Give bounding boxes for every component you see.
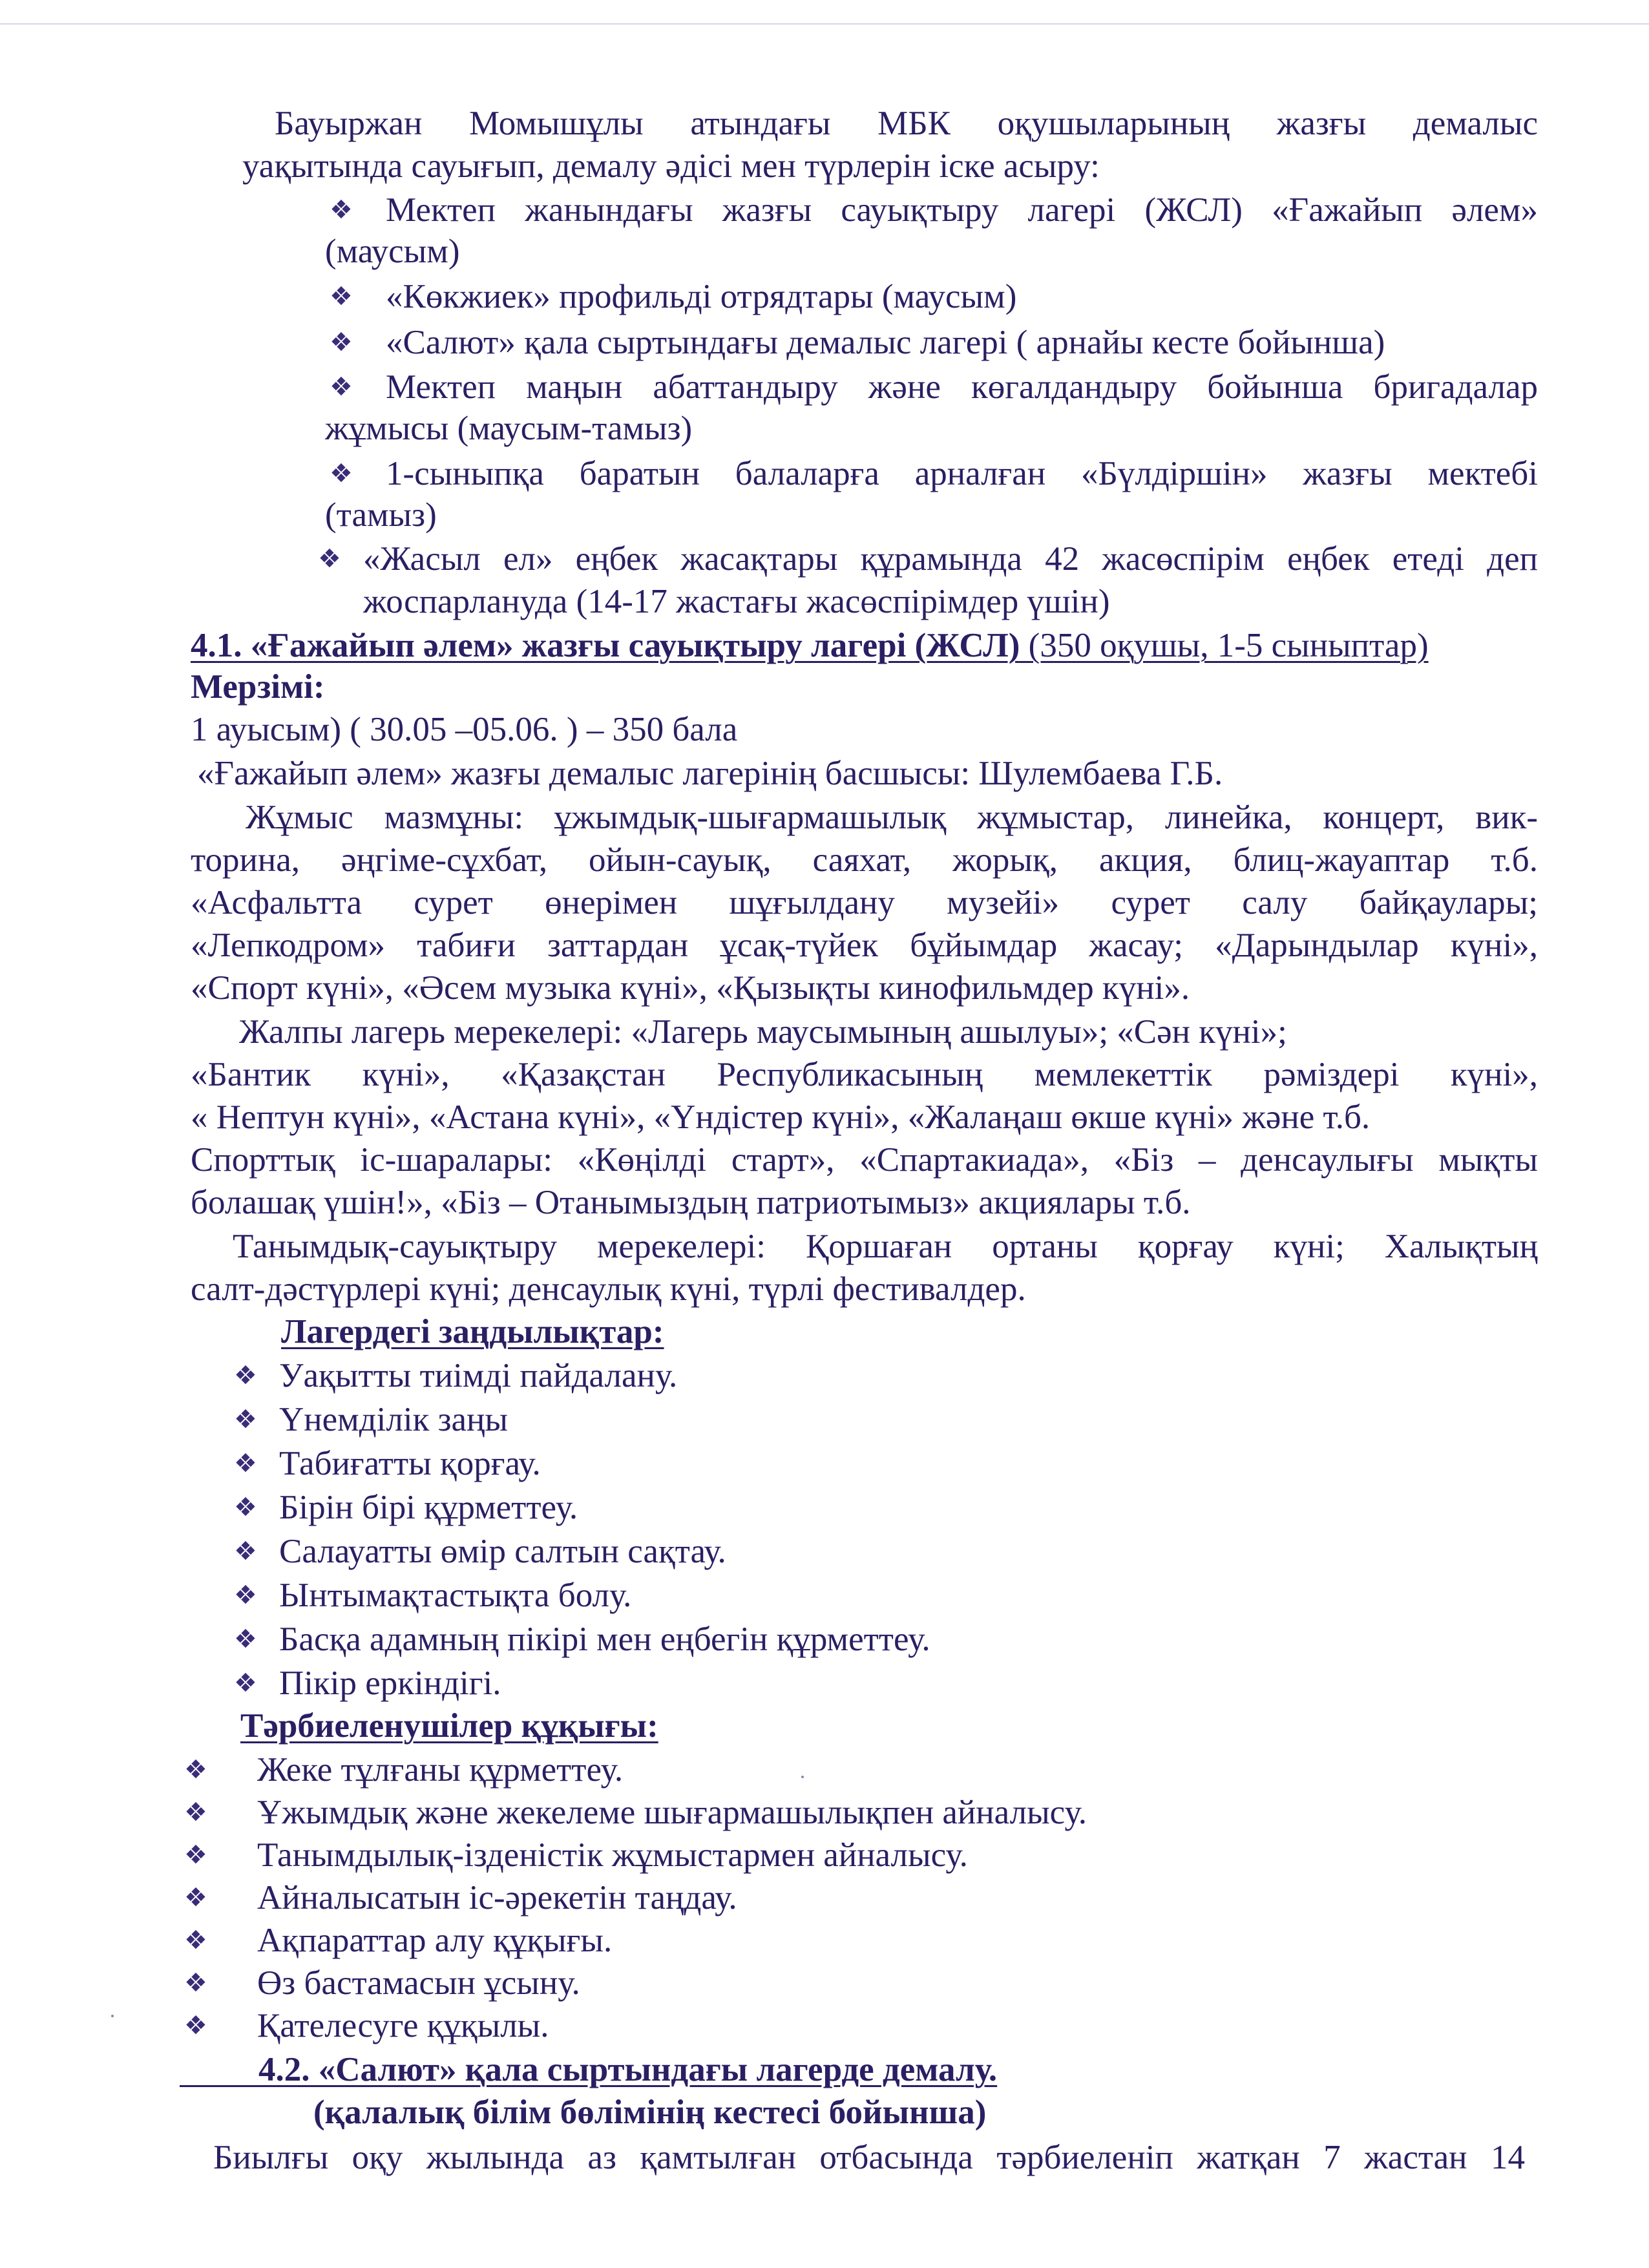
- section-4-2-heading: 4.2. «Салют» қала сыртындағы лагерде демалу.: [258, 2051, 998, 2088]
- scan-speck: [801, 1776, 804, 1778]
- diamond-bullet-icon: ❖: [234, 1537, 257, 1566]
- holidays-line-2: «Бантик күні», «Қазақстан Республикасының мемлекеттік рәміздері күні»,: [191, 1056, 1538, 1093]
- summer-item-6-line-2: жоспарлануда (14-17 жастағы жасөспірімдер үшін): [363, 583, 1110, 620]
- content-line-4: «Лепкодром» табиғи заттардан ұсақ-түйек бұйымдар жасау; «Дарындылар күні»,: [191, 927, 1538, 964]
- diamond-bullet-icon: ❖: [234, 1493, 257, 1522]
- diamond-bullet-icon: ❖: [330, 282, 353, 311]
- right-item: Қателесуге құқылы.: [257, 2007, 549, 2044]
- term-label: Мерзімі:: [191, 668, 325, 706]
- summer-item-1-line-2: (маусым): [325, 233, 460, 270]
- content-line-5: «Спорт күні», «Әсем музыка күні», «Қызықты кинофильмдер күні».: [191, 969, 1190, 1007]
- law-item: Пікір еркіндігі.: [279, 1664, 501, 1702]
- diamond-bullet-icon: ❖: [184, 1968, 207, 1998]
- rights-title: Тәрбиеленушілер құқығы:: [240, 1707, 658, 1745]
- diamond-bullet-icon: ❖: [184, 1883, 207, 1913]
- diamond-bullet-icon: ❖: [184, 1798, 207, 1827]
- law-item: Үнемділік заңы: [279, 1401, 508, 1438]
- content-line-1: Жұмыс мазмұны: ұжымдық-шығармашылық жұмыстар, линейка, концерт, вик-: [246, 799, 1538, 836]
- right-item: Жеке тұлғаны құрметтеу.: [257, 1751, 624, 1789]
- diamond-bullet-icon: ❖: [318, 544, 341, 574]
- law-item: Бірін бірі құрметтеу.: [279, 1489, 578, 1526]
- diamond-bullet-icon: ❖: [184, 1840, 207, 1870]
- law-item: Басқа адамның пікірі мен еңбегін құрметтеу.: [279, 1621, 930, 1658]
- shift-line: 1 ауысым) ( 30.05 –05.06. ) – 350 бала: [191, 711, 738, 748]
- diamond-bullet-icon: ❖: [184, 2011, 207, 2041]
- summer-item-1-line-1: Мектеп жанындағы жазғы сауықтыру лагері (ЖСЛ) «Ғажайып әлем»: [386, 191, 1538, 229]
- section-4-2-rule: [180, 2085, 258, 2087]
- intro-line-1: Бауыржан Момышұлы атындағы МБК оқушыларының жазғы демалыс: [275, 105, 1538, 142]
- diamond-bullet-icon: ❖: [234, 1580, 257, 1610]
- right-item: Танымдылық-ізденістік жұмыстармен айналысу.: [257, 1836, 968, 1874]
- section-4-2-text: Биылғы оқу жылында аз қамтылған отбасында тәрбиеленіп жатқан 7 жастан 14: [213, 2139, 1525, 2176]
- summer-item-2: «Көкжиек» профильді отрядтары (маусым): [386, 278, 1017, 315]
- diamond-bullet-icon: ❖: [234, 1361, 257, 1391]
- diamond-bullet-icon: ❖: [234, 1624, 257, 1654]
- diamond-bullet-icon: ❖: [184, 1926, 207, 1955]
- content-line-2: торина, әңгіме-сұхбат, ойын-сауық, саяхат, жорық, акция, блиц-жауаптар т.б.: [191, 841, 1538, 879]
- diamond-bullet-icon: ❖: [330, 195, 353, 225]
- summer-item-3: «Салют» қала сыртындағы демалыс лагері ( арнайы кесте бойынша): [386, 324, 1385, 361]
- summer-item-4-line-2: жұмысы (маусым-тамыз): [325, 410, 693, 447]
- summer-item-5-line-1: 1-сыныпқа баратын балаларға арналған «Бүлдіршін» жазғы мектебі: [386, 455, 1538, 492]
- sports-line-2: болашақ үшін!», «Біз – Отанымыздың патриотымыз» акциялары т.б.: [191, 1184, 1191, 1221]
- diamond-bullet-icon: ❖: [234, 1668, 257, 1698]
- holidays-line-1: Жалпы лагерь мерекелері: «Лагерь маусымының ашылуы»; «Сән күні»;: [239, 1013, 1287, 1051]
- laws-title: Лагердегі заңдылықтар:: [281, 1313, 664, 1350]
- summer-item-4-line-1: Мектеп маңын абаттандыру және көгалдандыру бойынша бригадалар: [386, 368, 1538, 406]
- holidays-line-3: « Нептун күні», «Астана күні», «Үндістер күні», «Жалаңаш өкше күні» және т.б.: [191, 1098, 1371, 1136]
- section-4-1-title: 4.1. «Ғажайып әлем» жазғы сауықтыру лагері (ЖСЛ): [191, 627, 1020, 664]
- content-line-3: «Асфальтта сурет өнерімен шұғылдану музейі» сурет салу байқаулары;: [191, 884, 1538, 921]
- right-item: Өз бастамасын ұсыну.: [257, 1964, 580, 2002]
- summer-item-5-line-2: (тамыз): [325, 496, 437, 534]
- diamond-bullet-icon: ❖: [234, 1405, 257, 1434]
- section-4-1-note: (350 оқушы, 1-5 сыныптар): [1020, 627, 1429, 664]
- law-item: Салауатты өмір салтын сақтау.: [279, 1533, 726, 1570]
- law-item: Ынтымақтастықта болу.: [279, 1577, 632, 1614]
- diamond-bullet-icon: ❖: [184, 1755, 207, 1785]
- cognitive-line-2: салт-дәстүрлері күні; денсаулық күні, түрлі фестивалдер.: [191, 1270, 1026, 1308]
- diamond-bullet-icon: ❖: [234, 1449, 257, 1478]
- section-4-1-heading: [191, 624, 1429, 667]
- diamond-bullet-icon: ❖: [330, 328, 353, 357]
- scan-speck: [111, 2015, 114, 2017]
- summer-item-6-line-1: «Жасыл ел» еңбек жасақтары құрамында 42 жасөспірім еңбек етеді деп: [363, 540, 1538, 578]
- right-item: Айналысатын іс-әрекетін таңдау.: [257, 1879, 737, 1916]
- diamond-bullet-icon: ❖: [330, 372, 353, 402]
- intro-line-2: уақытында сауығып, демалу әдісі мен түрлерін іске асыру:: [242, 147, 1100, 185]
- camp-head-line: «Ғажайып әлем» жазғы демалыс лагерінің басшысы: Шулембаева Г.Б.: [197, 755, 1223, 792]
- law-item: Уақытты тиімді пайдалану.: [279, 1357, 678, 1394]
- section-4-2-subheading: (қалалық білім бөлімінің кестесі бойынша): [313, 2094, 987, 2131]
- diamond-bullet-icon: ❖: [330, 459, 353, 488]
- sports-line-1: Спорттық іс-шаралары: «Көңілді старт», «Спартакиада», «Біз – денсаулығы мықты: [191, 1141, 1538, 1179]
- right-item: Ақпараттар алу құқығы.: [257, 1922, 613, 1959]
- cognitive-line-1: Танымдық-сауықтыру мерекелері: Қоршаған ортаны қорғау күні; Халықтың: [233, 1228, 1538, 1265]
- law-item: Табиғатты қорғау.: [279, 1445, 541, 1482]
- right-item: Ұжымдық және жекелеме шығармашылықпен айналысу.: [257, 1794, 1087, 1831]
